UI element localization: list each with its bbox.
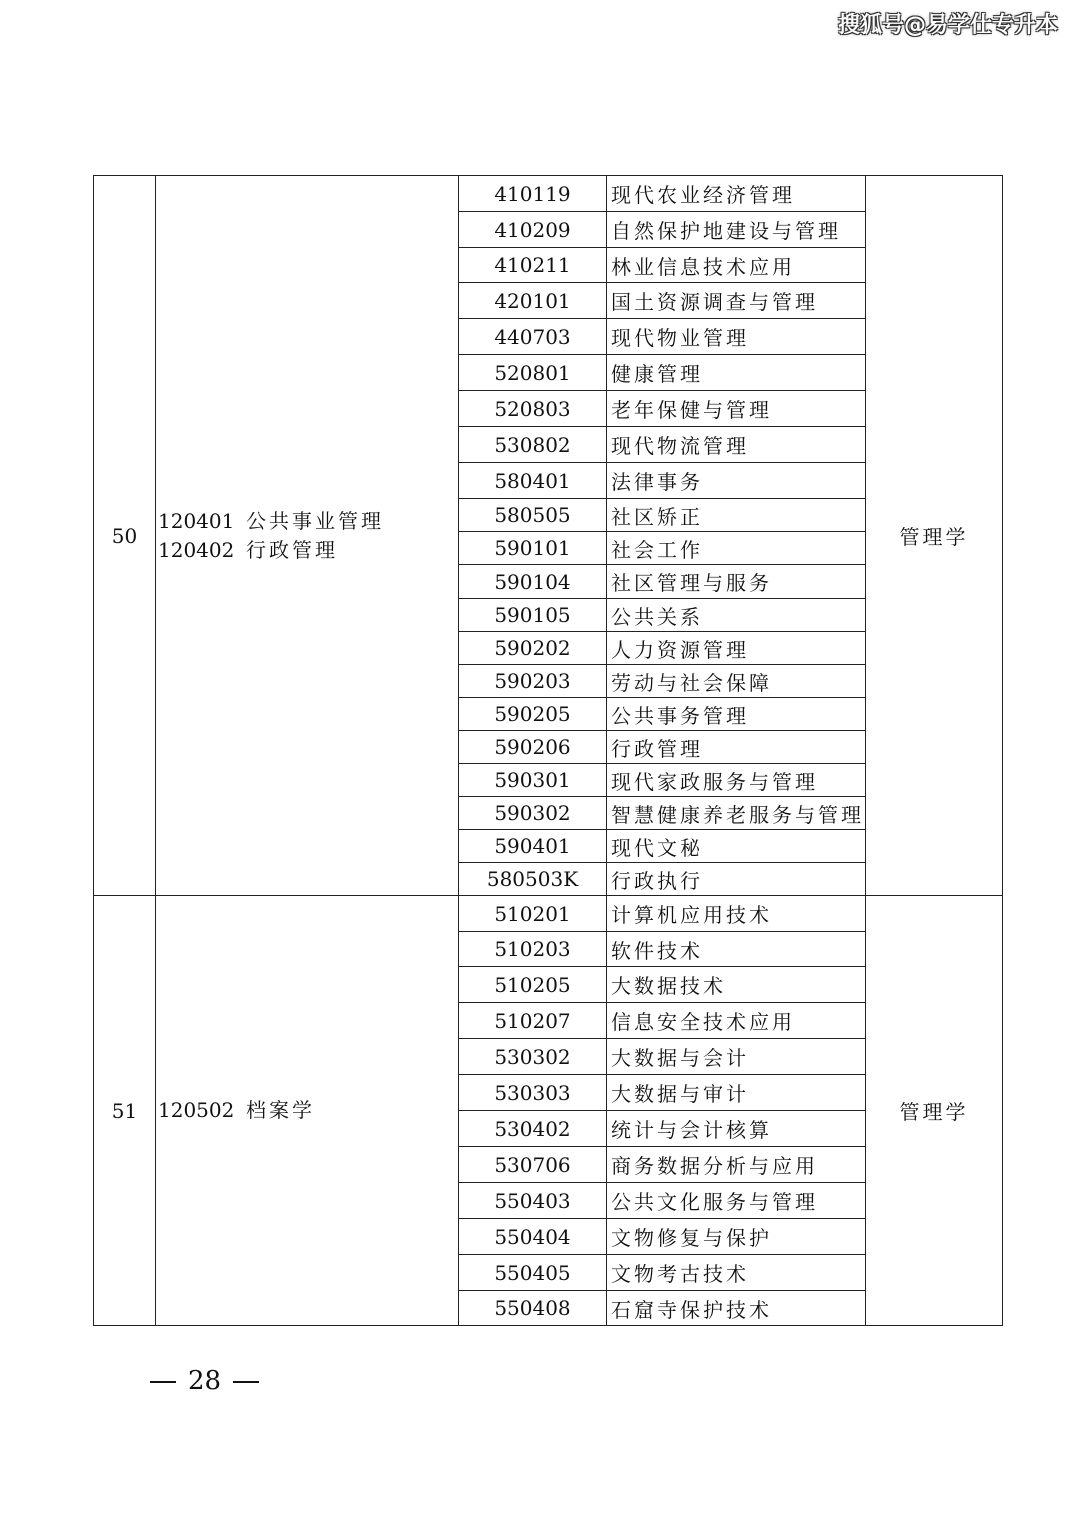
vocational-major-code: 580503K <box>459 863 607 896</box>
vocational-major-code: 510205 <box>459 967 607 1003</box>
vocational-major-code: 590101 <box>459 532 607 565</box>
vocational-major-code: 530706 <box>459 1147 607 1183</box>
undergrad-major-code: 120401 <box>158 508 235 533</box>
vocational-major-code: 550403 <box>459 1183 607 1219</box>
vocational-major-name: 社区矫正 <box>607 499 866 532</box>
vocational-major-code: 580401 <box>459 463 607 499</box>
page-number-dash-left <box>150 1381 176 1383</box>
vocational-major-code: 520803 <box>459 391 607 427</box>
vocational-major-code: 590301 <box>459 764 607 797</box>
vocational-major-name: 计算机应用技术 <box>607 896 866 932</box>
group-index: 50 <box>94 176 156 896</box>
vocational-major-name: 现代农业经济管理 <box>607 176 866 212</box>
vocational-major-name: 大数据与会计 <box>607 1039 866 1075</box>
table-row <box>94 176 1003 212</box>
undergrad-majors <box>156 176 459 896</box>
vocational-major-name: 劳动与社会保障 <box>607 665 866 698</box>
vocational-major-name: 行政管理 <box>607 731 866 764</box>
vocational-major-code: 590401 <box>459 830 607 863</box>
page-number <box>138 1366 271 1396</box>
vocational-major-code: 530402 <box>459 1111 607 1147</box>
vocational-major-code: 510207 <box>459 1003 607 1039</box>
vocational-major-name: 文物修复与保护 <box>607 1219 866 1255</box>
vocational-major-name: 现代物流管理 <box>607 427 866 463</box>
vocational-major-name: 信息安全技术应用 <box>607 1003 866 1039</box>
table-row <box>94 896 1003 932</box>
vocational-major-name: 行政执行 <box>607 863 866 896</box>
vocational-major-code: 550405 <box>459 1255 607 1291</box>
vocational-major-code: 530302 <box>459 1039 607 1075</box>
vocational-major-code: 410209 <box>459 212 607 248</box>
vocational-major-name: 林业信息技术应用 <box>607 248 866 283</box>
vocational-major-name: 商务数据分析与应用 <box>607 1147 866 1183</box>
vocational-major-name: 软件技术 <box>607 932 866 967</box>
vocational-major-name: 人力资源管理 <box>607 632 866 665</box>
vocational-major-code: 590105 <box>459 599 607 632</box>
vocational-major-name: 现代家政服务与管理 <box>607 764 866 797</box>
vocational-major-code: 590206 <box>459 731 607 764</box>
undergrad-major <box>158 536 458 565</box>
vocational-major-code: 550404 <box>459 1219 607 1255</box>
vocational-major-name: 石窟寺保护技术 <box>607 1291 866 1326</box>
undergrad-major <box>158 1096 458 1125</box>
vocational-major-name: 现代文秘 <box>607 830 866 863</box>
group-index: 51 <box>94 896 156 1326</box>
discipline-category: 管理学 <box>866 896 1003 1326</box>
page-number-dash-right <box>233 1381 259 1383</box>
vocational-major-code: 420101 <box>459 283 607 319</box>
vocational-major-name: 大数据技术 <box>607 967 866 1003</box>
vocational-major-code: 580505 <box>459 499 607 532</box>
vocational-major-name: 统计与会计核算 <box>607 1111 866 1147</box>
vocational-major-code: 520801 <box>459 355 607 391</box>
vocational-major-code: 590203 <box>459 665 607 698</box>
vocational-major-name: 国土资源调查与管理 <box>607 283 866 319</box>
vocational-major-code: 590302 <box>459 797 607 830</box>
vocational-major-code: 410211 <box>459 248 607 283</box>
undergrad-major-name: 公共事业管理 <box>246 508 384 533</box>
undergrad-major-code: 120502 <box>158 1098 235 1122</box>
undergrad-majors <box>156 896 459 1326</box>
vocational-major-name: 法律事务 <box>607 463 866 499</box>
vocational-major-name: 现代物业管理 <box>607 319 866 355</box>
vocational-major-name: 社会工作 <box>607 532 866 565</box>
watermark: 搜狐号@易学仕专升本 <box>837 13 1058 38</box>
vocational-major-code: 590202 <box>459 632 607 665</box>
vocational-major-name: 智慧健康养老服务与管理 <box>607 797 866 830</box>
page-number-text: 28 <box>188 1366 222 1396</box>
undergrad-major-name: 档案学 <box>246 1098 315 1122</box>
vocational-major-code: 590104 <box>459 565 607 599</box>
vocational-major-code: 410119 <box>459 176 607 212</box>
vocational-major-code: 530802 <box>459 427 607 463</box>
vocational-major-code: 590205 <box>459 698 607 731</box>
undergrad-major <box>158 507 458 536</box>
vocational-major-code: 510203 <box>459 932 607 967</box>
vocational-major-code: 550408 <box>459 1291 607 1326</box>
table-body <box>94 176 1003 1326</box>
vocational-major-name: 自然保护地建设与管理 <box>607 212 866 248</box>
major-table <box>93 175 1003 1326</box>
vocational-major-name: 大数据与审计 <box>607 1075 866 1111</box>
vocational-major-name: 社区管理与服务 <box>607 565 866 599</box>
vocational-major-name: 公共事务管理 <box>607 698 866 731</box>
vocational-major-code: 530303 <box>459 1075 607 1111</box>
undergrad-major-name: 行政管理 <box>246 537 338 562</box>
vocational-major-name: 健康管理 <box>607 355 866 391</box>
undergrad-major-code: 120402 <box>158 537 235 562</box>
vocational-major-code: 510201 <box>459 896 607 932</box>
vocational-major-name: 公共文化服务与管理 <box>607 1183 866 1219</box>
vocational-major-name: 文物考古技术 <box>607 1255 866 1291</box>
vocational-major-name: 老年保健与管理 <box>607 391 866 427</box>
vocational-major-code: 440703 <box>459 319 607 355</box>
vocational-major-name: 公共关系 <box>607 599 866 632</box>
discipline-category: 管理学 <box>866 176 1003 896</box>
